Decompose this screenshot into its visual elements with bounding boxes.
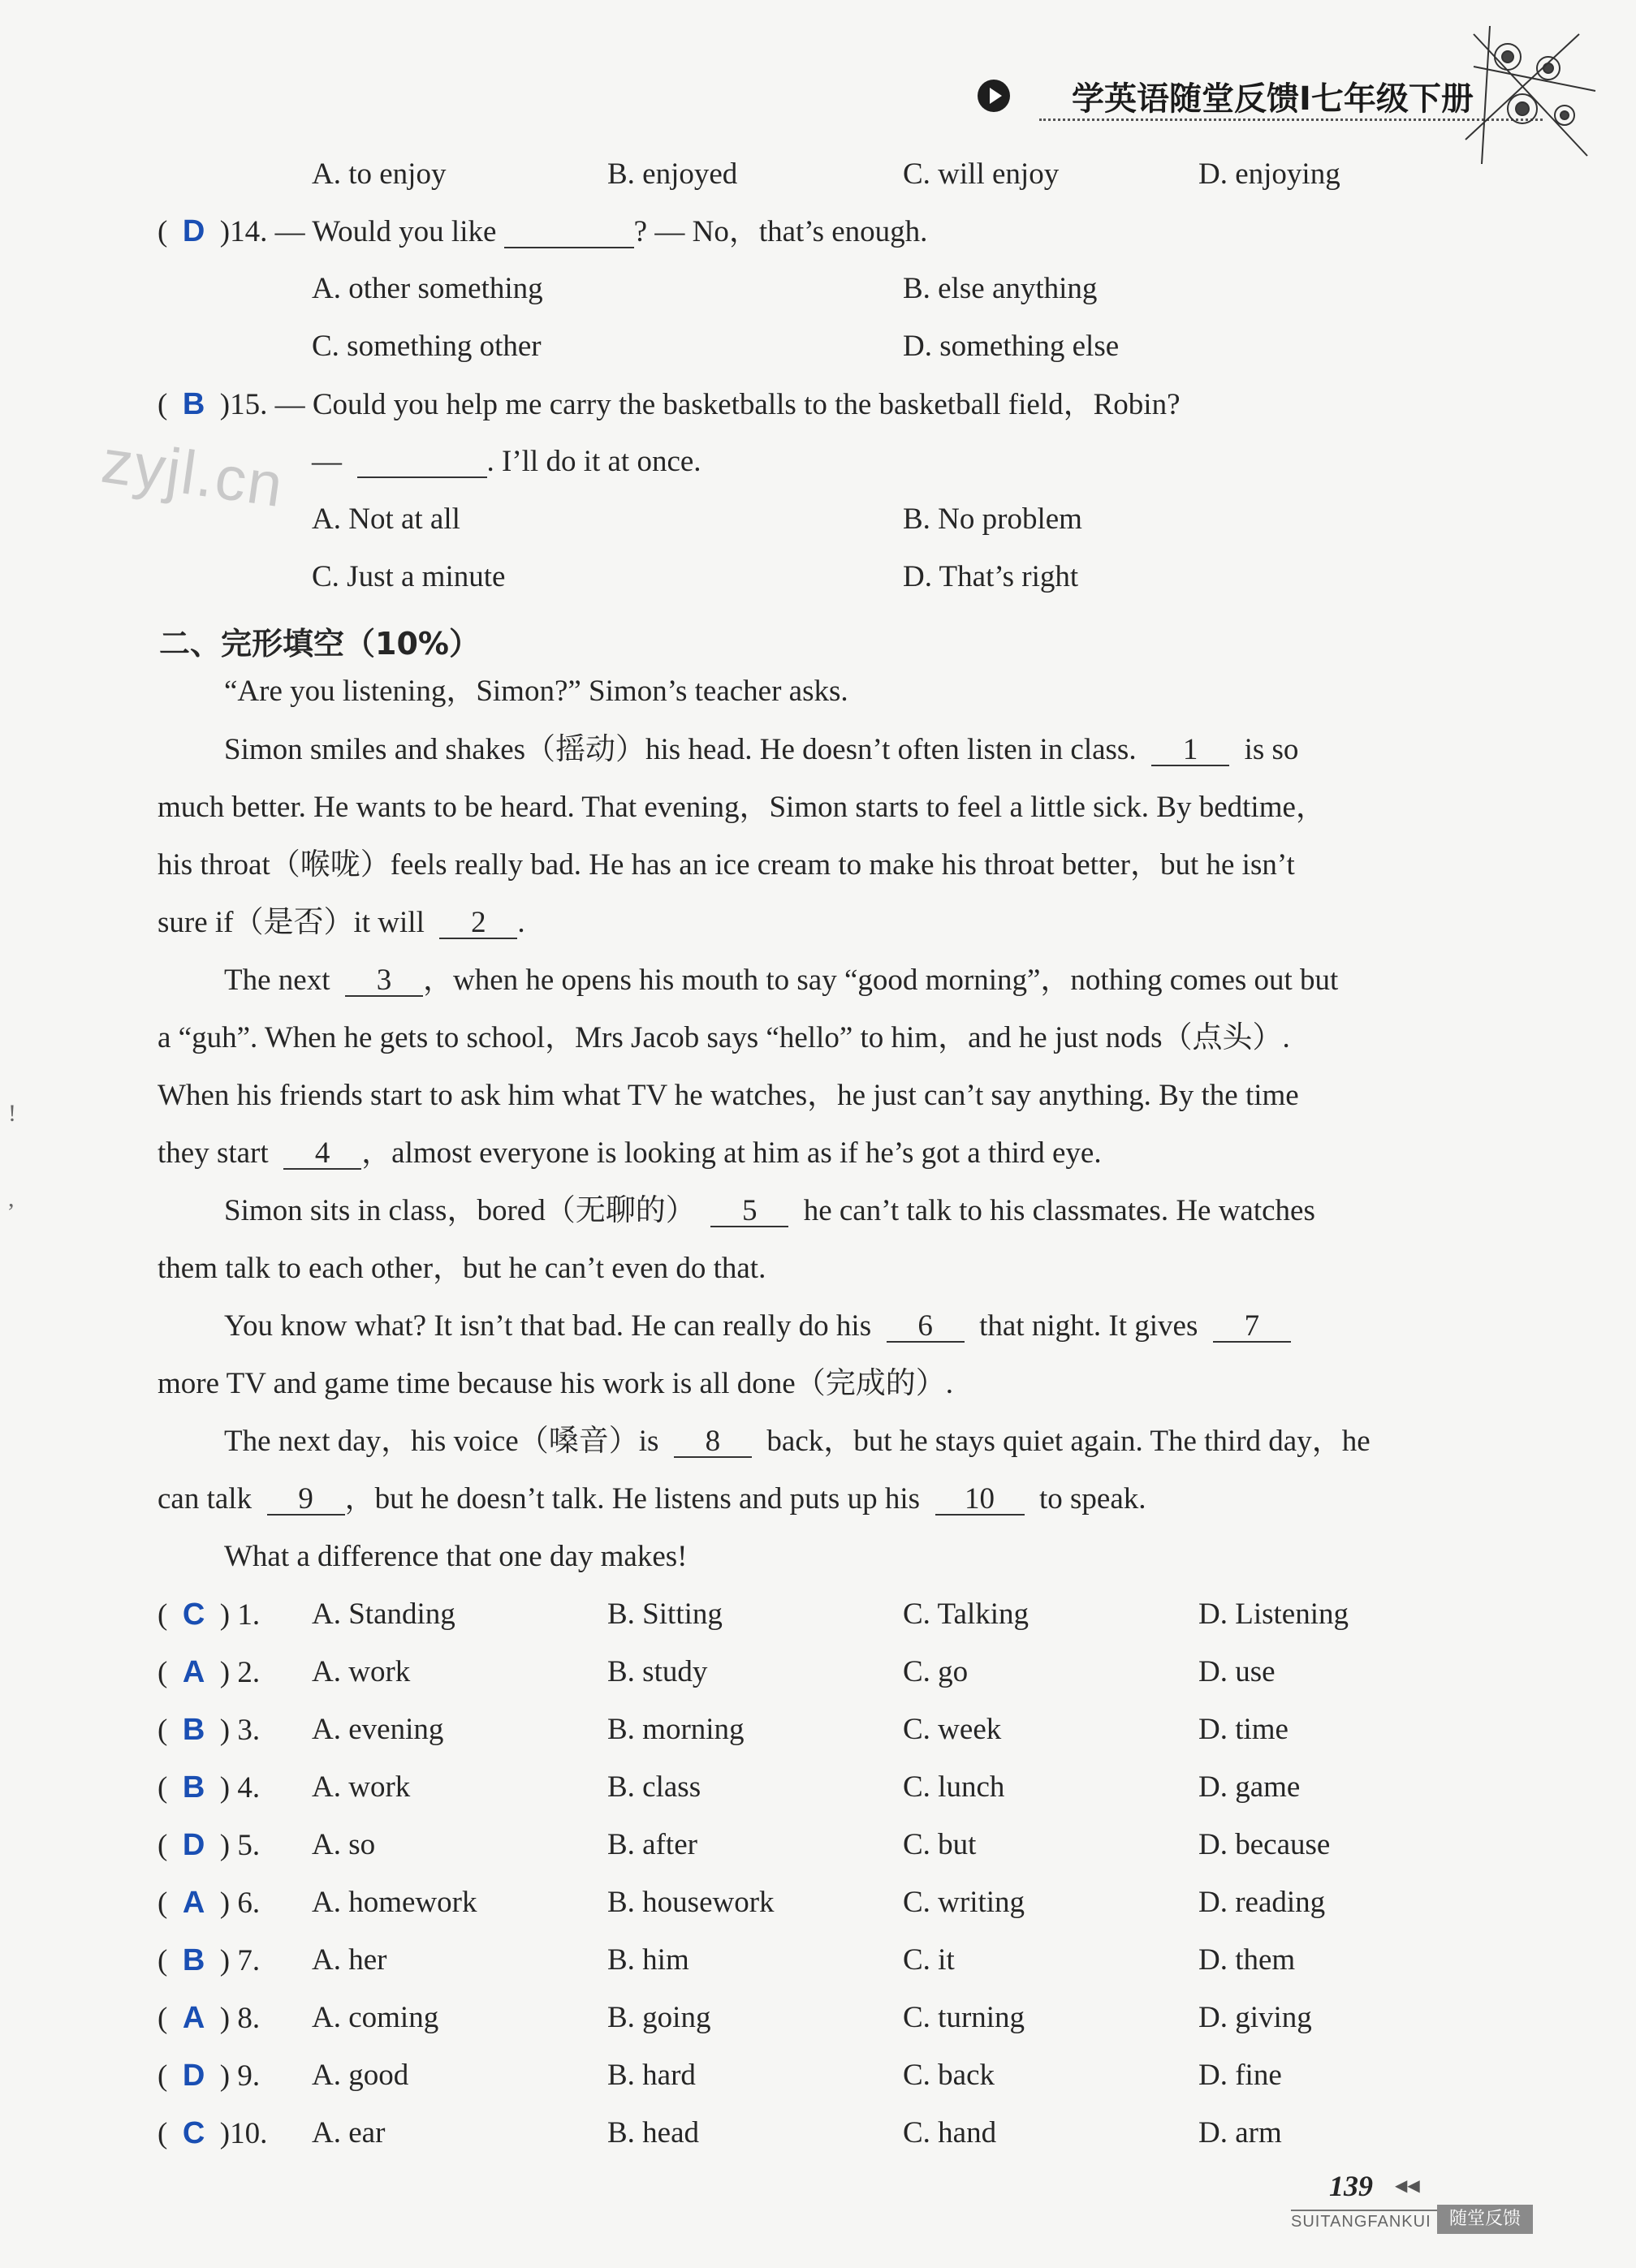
cloze-para-3-line-2: a “guh”. When he gets to school，Mrs Jacob says “hello” to him，and he just nods（点头）.: [158, 1021, 1290, 1054]
cloze-option[interactable]: B. class: [607, 1770, 701, 1804]
cloze-question-row: ( C )10.: [158, 2116, 268, 2150]
cloze-para-3-line-4: [158, 1138, 1102, 1170]
q15-option-a: A. Not at all: [312, 502, 460, 536]
cloze-option[interactable]: C. but: [903, 1828, 977, 1861]
cloze-answer: B: [182, 1713, 205, 1747]
cloze-question-row: ( C ) 1.: [158, 1598, 261, 1632]
cloze-question-number: ) 5.: [219, 1829, 261, 1862]
q15-answer: B: [182, 387, 205, 421]
cloze-question-number: ) 8.: [219, 2002, 261, 2035]
cloze-option[interactable]: A. so: [312, 1828, 376, 1861]
cloze-option[interactable]: D. reading: [1198, 1886, 1326, 1919]
cloze-text: that night. It gives: [979, 1309, 1198, 1343]
cloze-question-number: ) 1.: [219, 1598, 261, 1632]
cloze-option[interactable]: B. hard: [607, 2059, 696, 2092]
cloze-option[interactable]: C. go: [903, 1655, 969, 1688]
cloze-option[interactable]: C. hand: [903, 2116, 997, 2149]
cloze-para-5-line-2: more TV and game time because his work is all done（完成的）.: [158, 1367, 953, 1400]
cloze-para-1: “Are you listening，Simon?” Simon’s teacher asks.: [224, 675, 848, 708]
cloze-answer: D: [182, 1828, 205, 1862]
cloze-text: to speak.: [1039, 1482, 1146, 1516]
cloze-question-row: ( A ) 6.: [158, 1886, 261, 1920]
section-title: 二、完形填空（10%）: [159, 626, 480, 662]
cloze-option[interactable]: B. head: [607, 2116, 700, 2149]
cloze-option[interactable]: D. them: [1198, 1943, 1296, 1977]
cloze-option[interactable]: A. homework: [312, 1886, 477, 1919]
flower-decoration-icon: [1457, 18, 1604, 172]
cloze-question-row: ( B ) 7.: [158, 1943, 261, 1977]
cloze-text: back，but he stays quiet again. The third day，he: [766, 1425, 1371, 1458]
cloze-question-row: ( D ) 9.: [158, 2059, 261, 2093]
cloze-para-2-line-1: [224, 735, 1298, 766]
cloze-option[interactable]: A. work: [312, 1770, 411, 1804]
play-icon: [978, 80, 1010, 112]
cloze-blank-6[interactable]: 6: [887, 1311, 965, 1343]
cloze-blank-4[interactable]: 4: [283, 1138, 361, 1170]
cloze-question-row: ( A ) 8.: [158, 2001, 261, 2035]
cloze-para-2-line-2: much better. He wants to be heard. That evening，Simon starts to feel a little sick. By bedtime，: [158, 791, 1326, 824]
cloze-blank-10[interactable]: 10: [935, 1484, 1025, 1516]
cloze-blank-8[interactable]: 8: [674, 1426, 752, 1458]
cloze-text: is so: [1244, 733, 1299, 766]
cloze-question-number: ) 7.: [219, 1944, 261, 1977]
q14-stem: ( D )14. — Would you like ? — No，that’s enough.: [158, 214, 928, 248]
q14-number: )14.: [219, 215, 268, 248]
cloze-para-2-line-3: his throat（喉咙）feels really bad. He has an ice cream to make his throat better，but he isn’t: [158, 848, 1295, 882]
cloze-option[interactable]: C. turning: [903, 2001, 1025, 2034]
q15-option-b: B. No problem: [903, 502, 1082, 536]
cloze-option[interactable]: B. housework: [607, 1886, 775, 1919]
cloze-para-2-line-4: sure if（是否）it will 2 .: [158, 906, 525, 939]
watermark: zyjl.cn: [97, 426, 288, 521]
cloze-option[interactable]: D. game: [1198, 1770, 1301, 1804]
cloze-option[interactable]: C. lunch: [903, 1770, 1005, 1804]
cloze-blank-2[interactable]: 2: [439, 908, 517, 939]
cloze-text: The next: [224, 964, 330, 997]
cloze-option[interactable]: D. time: [1198, 1713, 1289, 1746]
footer-brand: SUITANGFANKUI: [1291, 2213, 1431, 2231]
cloze-question-number: )10.: [219, 2117, 268, 2150]
q14-text-after: ? — No，that’s enough.: [633, 215, 928, 248]
margin-mark: !: [8, 1100, 16, 1127]
cloze-option[interactable]: B. him: [607, 1943, 689, 1977]
cloze-option[interactable]: D. because: [1198, 1828, 1331, 1861]
cloze-text: can talk: [158, 1482, 253, 1516]
q15-stem: ( B )15. — Could you help me carry the basketballs to the basketball field，Robin?: [158, 387, 1181, 421]
cloze-text: ，but he doesn’t talk. He listens and puts up his: [344, 1482, 920, 1516]
cloze-option[interactable]: B. morning: [607, 1713, 745, 1746]
cloze-question-number: ) 3.: [219, 1714, 261, 1747]
cloze-text: You know what? It isn’t that bad. He can really do his: [224, 1309, 872, 1343]
cloze-option[interactable]: A. Standing: [312, 1598, 455, 1631]
q15-text: — Could you help me carry the basketballs to the basketball field，Robin?: [274, 388, 1181, 421]
q14-option-c: C. something other: [312, 330, 542, 363]
q14-blank[interactable]: [504, 217, 634, 248]
q14-option-a: A. other something: [312, 272, 543, 305]
cloze-option[interactable]: B. after: [607, 1828, 697, 1861]
cloze-text: ，almost everyone is looking at him as if he’s got a third eye.: [361, 1136, 1102, 1170]
cloze-option[interactable]: A. ear: [312, 2116, 386, 2149]
footer-rule: [1291, 2210, 1437, 2211]
q15-reply-after: . I’ll do it at once.: [486, 445, 701, 478]
cloze-option[interactable]: C. back: [903, 2059, 995, 2092]
cloze-para-7: What a difference that one day makes!: [224, 1540, 688, 1573]
cloze-option[interactable]: D. giving: [1198, 2001, 1312, 2034]
cloze-para-3-line-3: When his friends start to ask him what TV he watches，he just can’t say anything. By the time: [158, 1079, 1299, 1112]
cloze-option[interactable]: A. evening: [312, 1713, 444, 1746]
cloze-answer: C: [182, 2116, 205, 2150]
cloze-answer: C: [182, 1598, 205, 1632]
q13-option-d: D. enjoying: [1198, 157, 1340, 191]
cloze-option[interactable]: C. Talking: [903, 1598, 1030, 1631]
cloze-option[interactable]: C. writing: [903, 1886, 1025, 1919]
cloze-blank-7[interactable]: 7: [1213, 1311, 1291, 1343]
q15-number: )15.: [219, 388, 268, 421]
cloze-text: The next day，his voice（嗓音）is: [224, 1425, 659, 1458]
cloze-answer: A: [182, 1655, 205, 1689]
q13-option-a: A. to enjoy: [312, 157, 447, 191]
cloze-option[interactable]: B. going: [607, 2001, 711, 2034]
cloze-question-number: ) 4.: [219, 1771, 261, 1804]
cloze-option[interactable]: A. good: [312, 2059, 409, 2092]
cloze-text: ，when he opens his mouth to say “good morning”，nothing comes out but: [422, 964, 1339, 997]
header-title: 学英语随堂反馈Ⅰ七年级下册: [1072, 80, 1474, 118]
cloze-para-3-line-1: [224, 965, 1338, 997]
footer-badge: 随堂反馈: [1437, 2205, 1533, 2234]
cloze-option[interactable]: D. fine: [1198, 2059, 1282, 2092]
cloze-question-number: ) 9.: [219, 2059, 261, 2093]
cloze-answer: D: [182, 2059, 205, 2093]
cloze-question-row: ( B ) 4.: [158, 1770, 261, 1804]
q13-option-b: B. enjoyed: [607, 157, 738, 191]
q15-option-c: C. Just a minute: [312, 560, 506, 593]
q14-option-d: D. something else: [903, 330, 1120, 363]
q14-text-before: — Would you like: [274, 215, 504, 248]
cloze-text: Simon sits in class，bored（无聊的）: [224, 1194, 696, 1227]
cloze-blank-3[interactable]: 3: [345, 965, 423, 997]
q15-option-d: D. That’s right: [903, 560, 1079, 593]
cloze-answer: B: [182, 1770, 205, 1804]
cloze-blank-1[interactable]: 1: [1151, 735, 1229, 766]
cloze-question-row: ( A ) 2.: [158, 1655, 261, 1689]
q13-option-c: C. will enjoy: [903, 157, 1060, 191]
cloze-blank-5[interactable]: 5: [710, 1196, 788, 1227]
margin-mark: ,: [8, 1185, 15, 1212]
cloze-para-6-line-2: [158, 1484, 1146, 1516]
cloze-option[interactable]: C. it: [903, 1943, 955, 1977]
cloze-option[interactable]: D. arm: [1198, 2116, 1282, 2149]
cloze-option[interactable]: B. Sitting: [607, 1598, 723, 1631]
cloze-para-4-line-1: [224, 1196, 1315, 1227]
cloze-option[interactable]: B. study: [607, 1655, 708, 1688]
cloze-para-4-line-2: them talk to each other，but he can’t even do that.: [158, 1252, 766, 1285]
cloze-answer: A: [182, 1886, 205, 1920]
cloze-question-number: ) 6.: [219, 1886, 261, 1920]
cloze-question-number: ) 2.: [219, 1656, 261, 1689]
cloze-para-6-line-1: [224, 1426, 1371, 1458]
q15-reply: — . I’ll do it at once.: [312, 445, 701, 478]
cloze-text: he can’t talk to his classmates. He watches: [803, 1194, 1315, 1227]
cloze-answer: A: [182, 2001, 205, 2035]
cloze-question-row: ( B ) 3.: [158, 1713, 261, 1747]
cloze-option[interactable]: D. use: [1198, 1655, 1276, 1688]
cloze-para-5-line-1: [224, 1311, 1291, 1343]
cloze-option[interactable]: C. week: [903, 1713, 1002, 1746]
q14-option-b: B. else anything: [903, 272, 1098, 305]
cloze-blank-9[interactable]: 9: [267, 1484, 345, 1516]
q14-answer: D: [182, 214, 205, 248]
cloze-option[interactable]: A. coming: [312, 2001, 439, 2034]
q15-blank[interactable]: [357, 446, 487, 478]
cloze-text: Simon smiles and shakes（摇动）his head. He doesn’t often listen in class.: [224, 733, 1137, 766]
cloze-answer: B: [182, 1943, 205, 1977]
cloze-text: they start: [158, 1136, 269, 1170]
cloze-option[interactable]: A. work: [312, 1655, 411, 1688]
arrow-left-icon: ◀◀: [1395, 2177, 1420, 2195]
cloze-option[interactable]: D. Listening: [1198, 1598, 1349, 1631]
cloze-question-row: ( D ) 5.: [158, 1828, 261, 1862]
cloze-text: sure if（是否）it will: [158, 906, 425, 939]
page-number: 139: [1329, 2170, 1373, 2202]
cloze-option[interactable]: A. her: [312, 1943, 387, 1977]
